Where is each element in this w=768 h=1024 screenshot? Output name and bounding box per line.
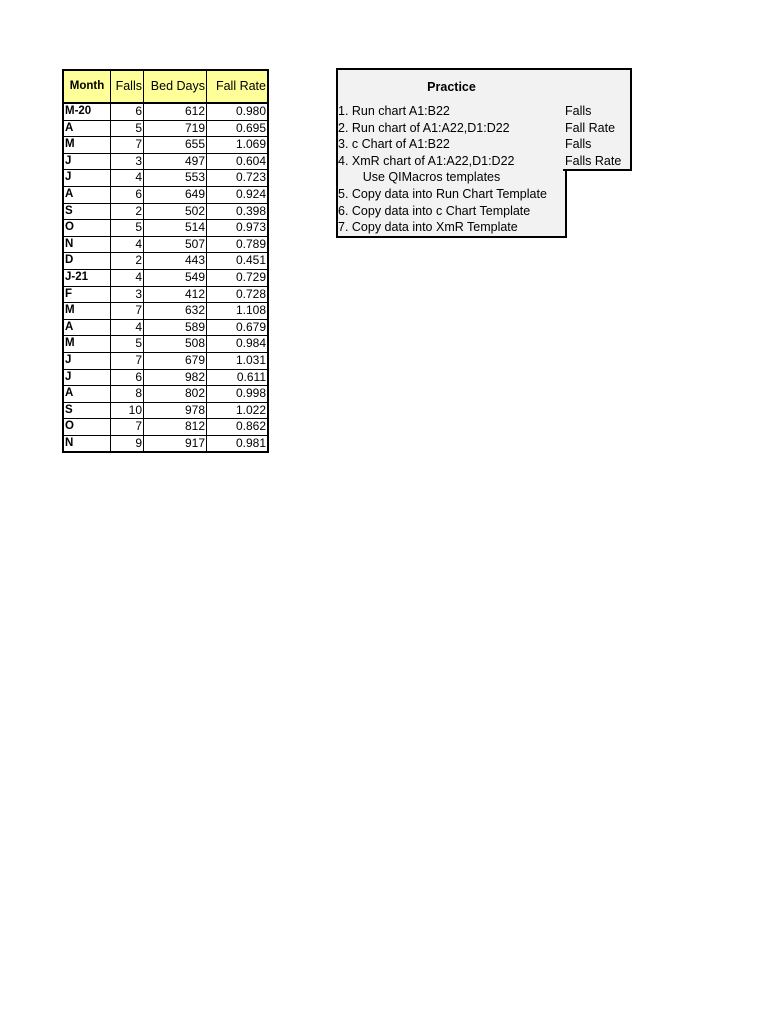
table-row: [63, 386, 268, 403]
cell-month[interactable]: O: [63, 419, 111, 436]
practice-item[interactable]: 5. Copy data into Run Chart Template: [338, 186, 547, 201]
table-row: [63, 120, 268, 137]
cell-falls[interactable]: 3: [111, 153, 144, 170]
cell-month[interactable]: A: [63, 120, 111, 137]
practice-item[interactable]: 6. Copy data into c Chart Template: [338, 203, 531, 218]
practice-item[interactable]: Use QIMacros templates: [362, 170, 501, 185]
table-row: [63, 319, 268, 336]
table-row: [63, 253, 268, 270]
cell-month[interactable]: J-21: [63, 269, 111, 286]
practice-title[interactable]: Practice: [427, 80, 476, 94]
cell-month[interactable]: J: [63, 170, 111, 187]
table-row: [63, 269, 268, 286]
cell-falls[interactable]: 10: [111, 402, 144, 419]
cell-falls[interactable]: 3: [111, 286, 144, 303]
cell-falls[interactable]: 4: [111, 319, 144, 336]
cell-month[interactable]: M: [63, 303, 111, 320]
table-row: [63, 103, 268, 120]
cell-falls[interactable]: 2: [111, 203, 144, 220]
cell-bed-days[interactable]: 514: [144, 220, 207, 237]
practice-item[interactable]: 3. c Chart of A1:B22: [338, 137, 450, 152]
cell-falls[interactable]: 2: [111, 253, 144, 270]
practice-list: [338, 103, 565, 236]
table-row: [63, 402, 268, 419]
cell-bed-days[interactable]: 412: [144, 286, 207, 303]
cell-falls[interactable]: 7: [111, 352, 144, 369]
table-row: [63, 352, 268, 369]
cell-month[interactable]: F: [63, 286, 111, 303]
header-fall-rate[interactable]: Fall Rate: [207, 70, 269, 103]
cell-falls[interactable]: 4: [111, 269, 144, 286]
cell-fall-rate[interactable]: 0.451: [207, 253, 269, 270]
table-row: [63, 220, 268, 237]
practice-side-item[interactable]: Fall Rate: [565, 120, 616, 135]
table-row: [63, 435, 268, 452]
header-bed-days[interactable]: Bed Days: [144, 70, 207, 103]
cell-month[interactable]: N: [63, 435, 111, 452]
cell-month[interactable]: D: [63, 253, 111, 270]
header-falls[interactable]: Falls: [111, 70, 144, 103]
cell-fall-rate[interactable]: 0.981: [207, 435, 269, 452]
cell-bed-days[interactable]: 655: [144, 137, 207, 154]
cell-bed-days[interactable]: 612: [144, 103, 207, 120]
cell-bed-days[interactable]: 508: [144, 336, 207, 353]
cell-month[interactable]: M: [63, 137, 111, 154]
practice-item[interactable]: 1. Run chart A1:B22: [338, 104, 450, 118]
cell-bed-days[interactable]: 978: [144, 402, 207, 419]
table-row: [63, 137, 268, 154]
practice-item[interactable]: 7. Copy data into XmR Template: [338, 220, 518, 235]
cell-bed-days[interactable]: 502: [144, 203, 207, 220]
cell-falls[interactable]: 5: [111, 120, 144, 137]
cell-bed-days[interactable]: 507: [144, 236, 207, 253]
cell-falls[interactable]: 7: [111, 419, 144, 436]
cell-month[interactable]: M-20: [63, 103, 111, 120]
cell-month[interactable]: N: [63, 236, 111, 253]
cell-bed-days[interactable]: 917: [144, 435, 207, 452]
cell-bed-days[interactable]: 802: [144, 386, 207, 403]
cell-fall-rate[interactable]: 0.973: [207, 220, 269, 237]
cell-month[interactable]: A: [63, 386, 111, 403]
table-row: [63, 236, 268, 253]
cell-falls[interactable]: 6: [111, 369, 144, 386]
practice-side-box: [563, 68, 632, 171]
table-header-row: [63, 70, 268, 103]
cell-month[interactable]: A: [63, 319, 111, 336]
cell-falls[interactable]: 4: [111, 170, 144, 187]
cell-bed-days[interactable]: 812: [144, 419, 207, 436]
cell-month[interactable]: J: [63, 153, 111, 170]
table-row: [63, 303, 268, 320]
cell-bed-days[interactable]: 679: [144, 352, 207, 369]
cell-fall-rate[interactable]: 0.998: [207, 386, 269, 403]
cell-bed-days[interactable]: 719: [144, 120, 207, 137]
table-body: [63, 103, 268, 452]
cell-fall-rate[interactable]: 0.862: [207, 419, 269, 436]
practice-side-item[interactable]: Falls: [565, 137, 592, 152]
header-month[interactable]: Month: [63, 70, 111, 103]
cell-fall-rate[interactable]: 0.728: [207, 286, 269, 303]
cell-bed-days[interactable]: 549: [144, 269, 207, 286]
cell-month[interactable]: A: [63, 186, 111, 203]
cell-bed-days[interactable]: 497: [144, 153, 207, 170]
cell-fall-rate[interactable]: 0.679: [207, 319, 269, 336]
table-row: [63, 170, 268, 187]
cell-fall-rate[interactable]: 0.398: [207, 203, 269, 220]
practice-side-item[interactable]: Falls Rate: [565, 153, 622, 168]
cell-fall-rate[interactable]: 0.729: [207, 269, 269, 286]
cell-falls[interactable]: 9: [111, 435, 144, 452]
table-row: [63, 153, 268, 170]
practice-box: [336, 68, 567, 238]
cell-month[interactable]: J: [63, 352, 111, 369]
cell-fall-rate[interactable]: 0.604: [207, 153, 269, 170]
cell-month[interactable]: J: [63, 369, 111, 386]
cell-fall-rate[interactable]: 0.984: [207, 336, 269, 353]
practice-item[interactable]: 2. Run chart of A1:A22,D1:D22: [338, 120, 510, 135]
cell-month[interactable]: M: [63, 336, 111, 353]
cell-falls[interactable]: 5: [111, 220, 144, 237]
table-row: [63, 203, 268, 220]
practice-side-list: [563, 103, 630, 169]
cell-month[interactable]: O: [63, 220, 111, 237]
table-row: [63, 419, 268, 436]
cell-fall-rate[interactable]: 0.695: [207, 120, 269, 137]
cell-falls[interactable]: 5: [111, 336, 144, 353]
table-row: [63, 286, 268, 303]
cell-fall-rate[interactable]: 1.108: [207, 303, 269, 320]
cell-fall-rate[interactable]: 1.069: [207, 137, 269, 154]
cell-falls[interactable]: 7: [111, 137, 144, 154]
cell-month[interactable]: S: [63, 203, 111, 220]
cell-falls[interactable]: 7: [111, 303, 144, 320]
table-row: [63, 369, 268, 386]
cell-fall-rate[interactable]: 1.022: [207, 402, 269, 419]
table-row: [63, 336, 268, 353]
cell-bed-days[interactable]: 649: [144, 186, 207, 203]
cell-fall-rate[interactable]: 1.031: [207, 352, 269, 369]
cell-bed-days[interactable]: 982: [144, 369, 207, 386]
cell-bed-days[interactable]: 553: [144, 170, 207, 187]
cell-bed-days[interactable]: 632: [144, 303, 207, 320]
falls-data-table: [62, 69, 269, 453]
cell-falls[interactable]: 6: [111, 103, 144, 120]
cell-bed-days[interactable]: 589: [144, 319, 207, 336]
practice-item[interactable]: 4. XmR chart of A1:A22,D1:D22: [338, 153, 515, 168]
cell-month[interactable]: S: [63, 402, 111, 419]
cell-falls[interactable]: 8: [111, 386, 144, 403]
cell-fall-rate[interactable]: 0.611: [207, 369, 269, 386]
practice-side-item[interactable]: Falls: [565, 104, 592, 118]
cell-fall-rate[interactable]: 0.924: [207, 186, 269, 203]
cell-bed-days[interactable]: 443: [144, 253, 207, 270]
cell-fall-rate[interactable]: 0.723: [207, 170, 269, 187]
table-row: [63, 186, 268, 203]
cell-falls[interactable]: 4: [111, 236, 144, 253]
cell-falls[interactable]: 6: [111, 186, 144, 203]
cell-fall-rate[interactable]: 0.980: [207, 103, 269, 120]
cell-fall-rate[interactable]: 0.789: [207, 236, 269, 253]
